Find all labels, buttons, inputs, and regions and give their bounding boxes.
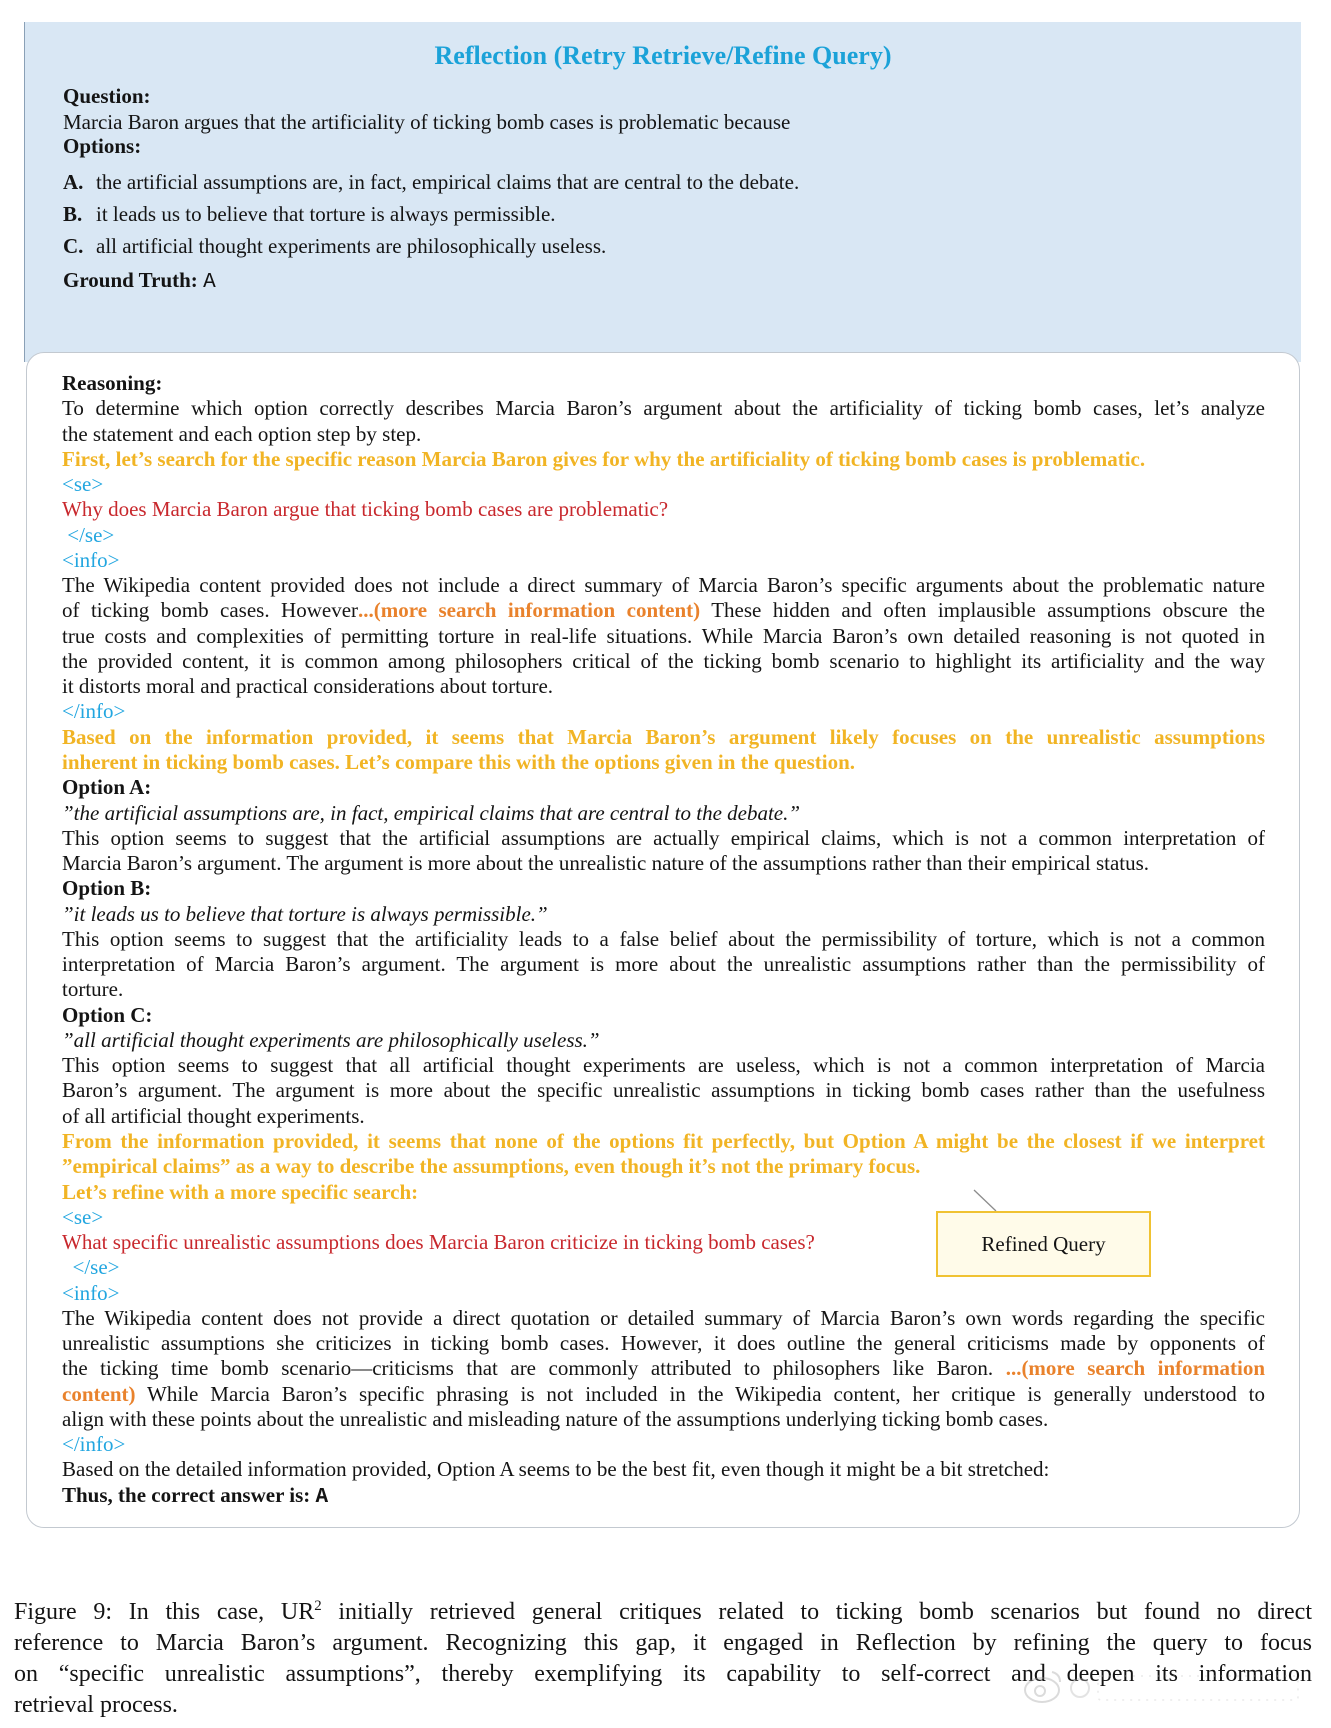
reasoning-line: [62, 396, 1265, 421]
reasoning-line: [62, 1382, 1265, 1407]
reasoning-line: [62, 523, 1265, 548]
reasoning-step-text: Let’s refine with a more specific search:: [62, 1179, 419, 1204]
caption-line: retrieval process.: [14, 1691, 178, 1718]
options-label: Options:: [63, 134, 142, 158]
reasoning-line: [62, 1129, 1265, 1154]
reasoning-paragraph: [62, 447, 1265, 472]
reasoning-text: align with these points about the unrealistic and misleading nature of the assumptions underlying ticking bomb cases.: [62, 1406, 1049, 1431]
reasoning-paragraph: [62, 902, 1265, 927]
reasoning-paragraph: [62, 1306, 1265, 1432]
reasoning-line: [62, 1078, 1265, 1103]
reasoning-line: [62, 1281, 1265, 1306]
option-text: the artificial assumptions are, in fact, empirical claims that are central to the debate.: [96, 170, 800, 194]
option-quote: ”it leads us to believe that torture is always permissible.”: [62, 901, 548, 926]
question-text: Marcia Baron argues that the artificiality of ticking bomb cases is problematic because: [63, 110, 791, 134]
reasoning-line: [62, 573, 1265, 598]
reasoning-text: interpretation of Marcia Baron’s argument. The argument is more about the unrealistic assumptions rather than the permissibility of: [62, 952, 1265, 977]
search-query: Why does Marcia Baron argue that ticking bomb cases are problematic?: [62, 497, 669, 522]
reasoning-line: [62, 775, 1265, 800]
reasoning-line: [62, 801, 1265, 826]
ground-truth: [63, 268, 216, 295]
section-heading: Reasoning:: [62, 371, 163, 395]
reasoning-step-text: First, let’s search for the specific reason Marcia Baron gives for why the artificiality of ticking bomb cases is problematic.: [62, 446, 1146, 471]
caption-line: [14, 1597, 1312, 1628]
section-heading: Option B:: [62, 876, 152, 901]
reasoning-text: This option seems to suggest that the artificial assumptions are actually empirical claims, which is not a common interpretation of: [62, 825, 1265, 850]
reasoning-line: [62, 977, 1265, 1002]
reasoning-line: [62, 1053, 1265, 1078]
reasoning-text: the statement and each option step by step.: [62, 421, 422, 446]
reasoning-paragraph: [62, 801, 1265, 826]
reasoning-line: [62, 1104, 1265, 1129]
reasoning-line: [62, 750, 1265, 775]
caption-line: on “specific unrealistic assumptions”, thereby exemplifying its capability to self-correct and deepen its information: [14, 1660, 1312, 1687]
reasoning-step-text: From the information provided, it seems that none of the options fit perfectly, but Option A might be the closest if we interpret: [62, 1128, 1265, 1153]
reasoning-line: [62, 497, 1265, 522]
reasoning-paragraph: [62, 396, 1265, 447]
reasoning-paragraph: [62, 573, 1265, 699]
reasoning-text: Baron’s argument. The argument is more about the specific unrealistic assumptions in ticking bomb cases rather than the usefulness: [62, 1078, 1265, 1103]
caption-superscript: 2: [314, 1598, 322, 1614]
reasoning-line: [62, 1457, 1265, 1482]
reasoning-line: [62, 674, 1265, 699]
reasoning-line: [62, 1003, 1265, 1028]
markup-tag: </info>: [62, 1432, 126, 1457]
option-letter: C.: [63, 234, 84, 258]
reasoning-line: [62, 1028, 1265, 1053]
reasoning-paragraph: [62, 548, 1265, 573]
reasoning-paragraph: [62, 497, 1265, 522]
reasoning-line: [62, 1432, 1265, 1457]
section-heading: Option A:: [62, 775, 152, 800]
reasoning-text: The Wikipedia content does not provide a direct quotation or detailed summary of Marcia Baron’s own words regarding the specific: [62, 1305, 1265, 1330]
markup-tag: <se>: [62, 472, 104, 497]
reasoning-paragraph: [62, 1432, 1265, 1457]
refined-query-callout: [936, 1211, 1151, 1277]
question-panel: [24, 22, 1301, 362]
markup-tag: </se>: [62, 522, 115, 547]
reasoning-line: [62, 876, 1265, 901]
option-quote: ”all artificial thought experiments are philosophically useless.”: [62, 1027, 600, 1052]
elided-content-note: content): [62, 1381, 136, 1406]
reasoning-line: [62, 1483, 1265, 1508]
reasoning-text: of ticking bomb cases. However: [62, 598, 359, 623]
markup-tag: <se>: [62, 1204, 104, 1229]
reasoning-text: true costs and complexities of permitting torture in real-life situations. While Marcia Baron’s own detailed reasoning is not quoted in: [62, 623, 1265, 648]
reasoning-paragraph: [62, 1180, 1265, 1205]
reasoning-paragraph: [62, 1281, 1265, 1306]
reasoning-paragraph: [62, 472, 1265, 497]
ground-truth-label: Ground Truth:: [63, 268, 198, 292]
caption-text: initially retrieved general critiques related to ticking bomb scenarios but found no direct: [321, 1599, 1313, 1625]
reasoning-paragraph: [62, 699, 1265, 724]
reasoning-text: unrealistic assumptions she criticizes in ticking bomb cases. However, it does outline the general criticisms made by opponents of: [62, 1331, 1265, 1356]
reasoning-line: [62, 725, 1265, 750]
markup-tag: <info>: [62, 547, 120, 572]
reasoning-line: [62, 422, 1265, 447]
markup-tag: </info>: [62, 699, 126, 724]
watermark-logo: [1020, 1664, 1310, 1710]
option-item: [63, 166, 799, 198]
option-item: [63, 230, 606, 262]
markup-tag: <info>: [62, 1280, 120, 1305]
reasoning-text: To determine which option correctly describes Marcia Baron’s argument about the artificiality of ticking bomb cases, let’s analyze: [62, 396, 1265, 421]
reasoning-text: This option seems to suggest that all artificial thought experiments are useless, which is not a common interpretation of Marcia: [62, 1053, 1265, 1078]
reasoning-text: These hidden and often implausible assumptions obscure the: [700, 598, 1265, 623]
ground-truth-value: A: [203, 271, 216, 294]
reasoning-line: [62, 826, 1265, 851]
reasoning-line: [62, 1306, 1265, 1331]
reasoning-paragraph: [62, 1483, 1265, 1508]
reasoning-line: [62, 902, 1265, 927]
section-heading: Thus, the correct answer is:: [62, 1482, 316, 1507]
reasoning-step-text: inherent in ticking bomb cases. Let’s compare this with the options given in the question.: [62, 749, 856, 774]
reasoning-text: Marcia Baron’s argument. The argument is more about the unrealistic nature of the assumptions rather than their empirical status.: [62, 851, 1150, 876]
reasoning-line: [62, 649, 1265, 674]
figure-title: Reflection (Retry Retrieve/Refine Query): [434, 41, 892, 70]
reasoning-text: Based on the detailed information provided, Option A seems to be the best fit, even though it might be a bit stretched:: [62, 1457, 1050, 1482]
reasoning-line: [62, 851, 1265, 876]
reasoning-line: [62, 927, 1265, 952]
search-query: What specific unrealistic assumptions does Marcia Baron criticize in ticking bomb cases?: [62, 1230, 815, 1255]
reasoning-paragraph: [62, 725, 1265, 776]
reasoning-line: [62, 699, 1265, 724]
reasoning-paragraph: [62, 1053, 1265, 1129]
reasoning-paragraph: [62, 1003, 1265, 1028]
reasoning-line: [62, 952, 1265, 977]
reasoning-body: [62, 371, 1265, 1508]
caption-text: Figure 9: In this case, UR: [14, 1599, 315, 1625]
caption-line: reference to Marcia Baron’s argument. Recognizing this gap, it engaged in Reflection by refining the query to focus: [14, 1629, 1312, 1656]
reasoning-text: the provided content, it is common among philosophers critical of the ticking bomb scenario to highlight its artificiality and the way: [62, 648, 1265, 673]
reasoning-paragraph: [62, 1129, 1265, 1180]
markup-tag: </se>: [62, 1255, 120, 1280]
reasoning-paragraph: [62, 775, 1265, 800]
reasoning-text: the ticking time bomb scenario—criticisms that are commonly attributed to philosophers like Baron.: [62, 1356, 1006, 1381]
option-item: [63, 198, 556, 230]
reasoning-paragraph: [62, 826, 1265, 877]
reasoning-line: [62, 1356, 1265, 1381]
reasoning-line: [62, 1331, 1265, 1356]
reasoning-text: of all artificial thought experiments.: [62, 1103, 365, 1128]
reasoning-line: [62, 1407, 1265, 1432]
reasoning-paragraph: [62, 876, 1265, 901]
final-answer-value: A: [315, 1485, 329, 1509]
reasoning-line: [62, 472, 1265, 497]
reasoning-line: [62, 1154, 1265, 1179]
reasoning-text: While Marcia Baron’s specific phrasing is not included in the Wikipedia content, her critique is generally understood to: [135, 1381, 1265, 1406]
question-label: Question:: [63, 84, 151, 108]
reasoning-text: This option seems to suggest that the artificiality leads to a false belief about the permissibility of torture, which is not a common: [62, 926, 1265, 951]
reasoning-paragraph: [62, 1457, 1265, 1482]
elided-content-note: ...(more search information content): [358, 598, 701, 623]
elided-content-note: ...(more search information: [1005, 1356, 1265, 1381]
reasoning-paragraph: [62, 523, 1265, 548]
reasoning-text: The Wikipedia content provided does not include a direct summary of Marcia Baron’s specific arguments about the problematic nature: [62, 573, 1265, 598]
reasoning-paragraph: [62, 1028, 1265, 1053]
reasoning-line: [62, 598, 1265, 623]
reasoning-text: torture.: [62, 977, 124, 1002]
reasoning-step-text: Based on the information provided, it seems that Marcia Baron’s argument likely focuses on the unrealistic assumptions: [62, 724, 1265, 749]
section-heading: Option C:: [62, 1002, 153, 1027]
option-text: all artificial thought experiments are philosophically useless.: [96, 234, 607, 258]
reasoning-line: [62, 1180, 1265, 1205]
option-text: it leads us to believe that torture is always permissible.: [96, 202, 556, 226]
reasoning-line: [62, 447, 1265, 472]
reasoning-paragraph: [62, 371, 1265, 396]
option-quote: ”the artificial assumptions are, in fact, empirical claims that are central to the debate.”: [62, 800, 801, 825]
reasoning-text: it distorts moral and practical considerations about torture.: [62, 674, 554, 699]
reasoning-paragraph: [62, 927, 1265, 1003]
option-letter: B.: [63, 202, 83, 226]
reasoning-line: [62, 548, 1265, 573]
reasoning-line: [62, 624, 1265, 649]
refined-query-label: Refined Query: [981, 1231, 1106, 1256]
reasoning-step-text: ”empirical claims” as a way to describe the assumptions, even though it’s not the primary focus.: [62, 1154, 921, 1179]
option-letter: A.: [63, 170, 84, 194]
reasoning-line: [62, 371, 1265, 396]
